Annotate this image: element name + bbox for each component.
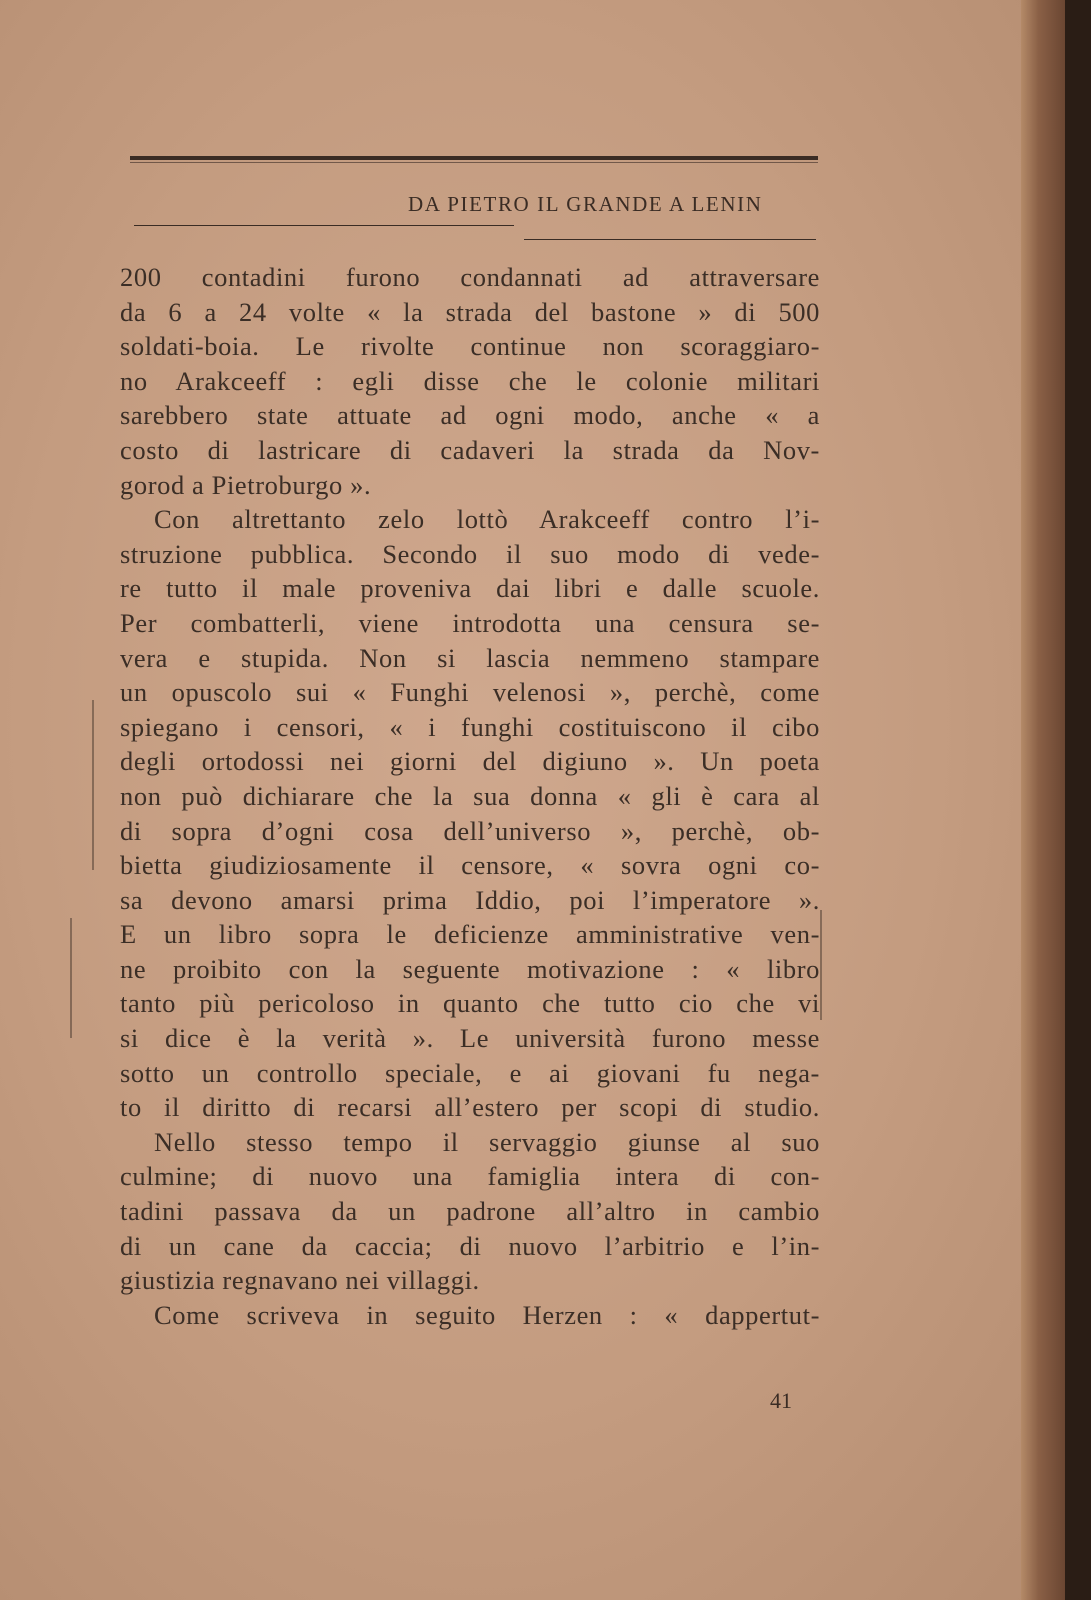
header-rule-left <box>134 225 514 226</box>
header-rule-right <box>524 239 816 240</box>
text-line: bietta giudiziosamente il censore, « sovra ogni co- <box>120 850 820 881</box>
text-line: giustizia regnavano nei villaggi. <box>120 1265 480 1296</box>
page-edge <box>1021 0 1065 1600</box>
text-line: 200 contadini furono condannati ad attraversare <box>120 262 820 292</box>
text-line: tadini passava da un padrone all’altro in cambio <box>120 1196 820 1227</box>
margin-pencil-mark <box>70 918 72 1038</box>
text-line: degli ortodossi nei giorni del digiuno ». Un poeta <box>120 746 820 777</box>
text-line: E un libro sopra le deficienze amministrative ven- <box>120 919 820 950</box>
text-line: Nello stesso tempo il servaggio giunse al suo <box>154 1126 820 1157</box>
text-line: soldati-boia. Le rivolte continue non scoraggiaro- <box>120 331 820 362</box>
text-line: spiegano i censori, « i funghi costituiscono il cibo <box>120 711 820 742</box>
text-line: Come scriveva in seguito Herzen : « dappertut- <box>154 1299 820 1330</box>
text-line: non può dichiarare che la sua donna « gli è cara al <box>120 780 820 811</box>
running-header: DA PIETRO IL GRANDE A LENIN <box>408 192 763 216</box>
header-rule-top <box>130 156 818 160</box>
text-line: struzione pubblica. Secondo il suo modo di vede- <box>120 538 820 569</box>
header-rule-top-thin <box>130 162 818 163</box>
text-line: si dice è la verità ». Le università furono messe <box>120 1023 820 1054</box>
text-line: ne proibito con la seguente motivazione : « libro <box>120 953 820 984</box>
text-line: Con altrettanto zelo lottò Arakceeff contro l’i- <box>154 504 820 535</box>
text-line: Per combatterli, viene introdotta una censura se- <box>120 607 820 638</box>
margin-pencil-mark <box>92 700 94 870</box>
text-line: sarebbero state attuate ad ogni modo, anche « a <box>120 400 820 431</box>
text-line: di un cane da caccia; di nuovo l’arbitrio e l’in- <box>120 1230 820 1261</box>
text-line: culmine; di nuovo una famiglia intera di con- <box>120 1161 820 1192</box>
text-line: vera e stupida. Non si lascia nemmeno stampare <box>120 642 820 673</box>
margin-pencil-mark <box>820 910 822 1020</box>
text-line: di sopra d’ogni cosa dell’universo », perchè, ob- <box>120 815 820 846</box>
text-line: da 6 a 24 volte « la strada del bastone » di 500 <box>120 296 820 327</box>
text-line: no Arakceeff : egli disse che le colonie militari <box>120 365 820 396</box>
body-text <box>120 260 820 1332</box>
text-line: gorod a Pietroburgo ». <box>120 469 372 500</box>
text-line: un opuscolo sui « Funghi velenosi », perchè, come <box>120 677 820 708</box>
text-line: to il diritto di recarsi all’estero per scopi di studio. <box>120 1092 820 1123</box>
text-line: re tutto il male proveniva dai libri e dalle scuole. <box>120 573 820 604</box>
page-number: 41 <box>770 1388 792 1413</box>
text-line: sa devono amarsi prima Iddio, poi l’imperatore ». <box>120 884 820 915</box>
text-line: sotto un controllo speciale, e ai giovani fu nega- <box>120 1057 820 1088</box>
text-line: costo di lastricare di cadaveri la strada da Nov- <box>120 434 820 465</box>
text-line: tanto più pericoloso in quanto che tutto cio che vi <box>120 988 820 1019</box>
